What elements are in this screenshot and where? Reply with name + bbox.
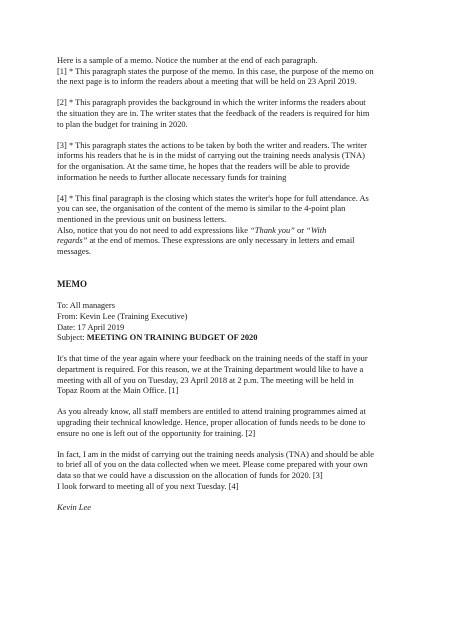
memo-to: To: All managers [57,300,115,311]
memo-body-paragraph-1: It's that time of the year again where your feedback on the training needs of the staff in your department is required. For this reason, we at the Training department would like to have a meeting with all of you on Tuesday, 23 April 2018 at 2 p.m. The meeting will be held in Topaz Room at the Main Office. [1] [57,353,368,396]
intro-line: Here is a sample of a memo. Notice the number at the end of each paragraph. [57,55,318,65]
subject-label: Subject: [57,332,87,343]
regards-expression: regards” [57,235,88,246]
note-text-before: Also, notice that you do not need to add expressions like [57,224,251,235]
explanation-paragraph-1: [1] * This paragraph states the purpose of the memo. In this case, the purpose of the memo on the next page is to inform the readers about a meeting that will be held on 23 April 2019. [57,65,374,87]
explanation-paragraph-3: [3] * This paragraph states the actions to be taken by both the writer and readers. The writer informs his readers that he is in the midst of carrying out the training needs analysis (TNA) for the organisation. At the same time, he hopes that the readers will be able to provide information he needs to further allocate necessary funds for training [57,139,367,182]
explanation-paragraph-2: [2] * This paragraph provides the background in which the writer informs the readers about the situation they are in. The writer states that the feedback of the readers is required for him to plan the budget for training in 2020. [57,97,370,129]
memo-body-paragraph-2: As you already know, all staff members are entitled to attend training programmes aimed at upgrading their technical knowledge. Hence, proper allocation of funds needs to be done to ensure no one is left out of the opportunity for training. [2] [57,406,366,438]
memo-date: Date: 17 April 2019 [57,321,125,332]
with-expression: “With [306,224,327,235]
expressions-note [57,225,427,257]
memo-heading: MEMO [57,279,87,290]
memo-body-paragraph-4: I look forward to meeting all of you next Tuesday. [4] [57,480,239,491]
document-page [57,55,427,512]
memo-signature: Kevin Lee [57,501,91,512]
memo-body-paragraph-3: In fact, I am in the midst of carrying out the training needs analysis (TNA) and should be able to brief all of you on the data collected when we meet. Please come prepared with your own data so that we could have a discussion on the allocation of funds for 2020. [3] [57,448,375,480]
explanation-paragraph-4: [4] * This final paragraph is the closing which states the writer's hope for full attendance. As you can see, the organisation of the content of the memo is similar to the 4-point plan mentioned in the previous unit on business letters. [57,192,369,224]
note-text-after: at the end of memos. These expressions are only necessary in letters and email messages. [57,235,355,256]
subject-text: MEETING ON TRAINING BUDGET OF 2020 [86,332,258,343]
memo-from: From: Kevin Lee (Training Executive) [57,311,188,322]
note-or: or [294,224,307,235]
memo-subject [57,332,427,343]
thank-you-expression: “Thank you” [250,224,295,235]
